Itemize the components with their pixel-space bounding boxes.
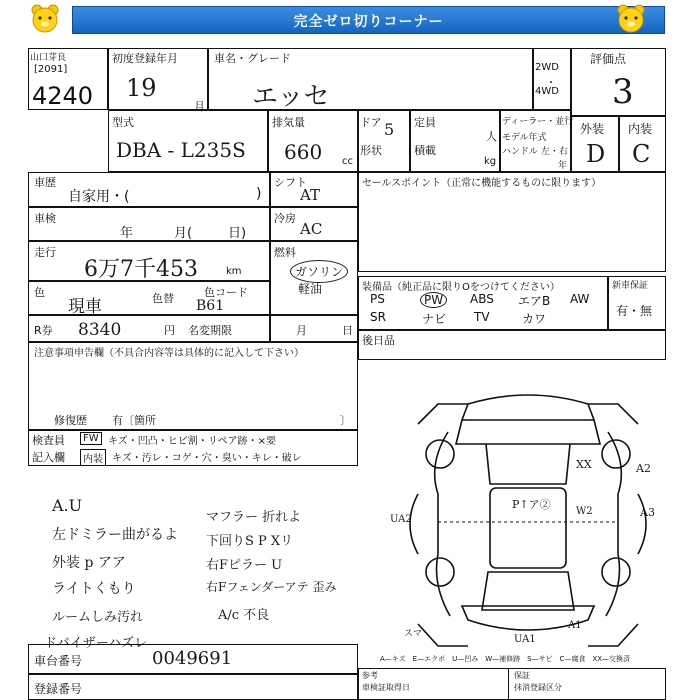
displacement-value: 660 — [284, 140, 323, 164]
doors-label: ドア — [360, 116, 382, 129]
color-code-value: B61 — [196, 298, 225, 314]
inspection-month: 月( — [174, 226, 193, 241]
note-right-1: マフラー 折れよ — [206, 510, 302, 525]
equip-abs: ABS — [470, 292, 494, 306]
exterior-label: 外装 — [580, 122, 605, 136]
note-right-2: 下回りS P Xリ — [206, 534, 294, 549]
reg-label: 登録番号 — [34, 682, 83, 696]
first-reg-year: 19 — [126, 74, 157, 102]
yen-unit: 円 — [164, 324, 175, 337]
inspection-day: 日) — [228, 226, 247, 241]
equip-leather: カワ — [522, 312, 547, 326]
divider — [28, 206, 270, 208]
row1-items: キズ・凹凸・ヒビ割・リペア跡・×要 — [108, 436, 276, 447]
handle-label: ハンドル 左・右 — [502, 147, 568, 157]
color-swap-label: 色替 — [152, 292, 174, 305]
banner-bar — [72, 6, 665, 34]
shape-label: 形状 — [360, 144, 382, 157]
equip-aw: AW — [570, 292, 590, 306]
note-right-5: A/c 不良 — [218, 608, 270, 623]
displacement-label: 排気量 — [272, 116, 305, 129]
fuel-label: 燃料 — [274, 246, 296, 259]
footer-mini-1: 参考 — [362, 671, 378, 680]
chassis-value: 0049691 — [152, 648, 233, 669]
model-name: エッセ — [252, 82, 330, 112]
top-banner — [0, 0, 700, 36]
divider — [270, 206, 358, 208]
deadline-day: 日 — [342, 324, 353, 337]
deadline-label: 名変期限 — [188, 324, 232, 337]
mark-center: P↑ア② — [512, 498, 551, 511]
mark-a1: A1 — [568, 620, 582, 631]
row2-items: キズ・汚レ・コゲ・穴・臭い・キレ・破レ — [112, 453, 302, 464]
bear-mascot-icon-left — [28, 2, 62, 36]
displacement-unit: cc — [342, 156, 353, 167]
shift-label: シフト — [274, 176, 307, 189]
equipment-label: 装備品（純正品に限りOをつけてください） — [362, 282, 560, 293]
note-left-6: ドバイザーハズレ — [44, 636, 148, 651]
score-label: 評価点 — [590, 52, 627, 66]
auction-site: 山口芽良 — [30, 53, 67, 63]
ac-label: 冷房 — [274, 212, 296, 225]
repair-label: 修復歴 — [54, 414, 87, 427]
color-label: 色 — [34, 286, 45, 299]
retrofit-box — [358, 330, 666, 360]
footer-mini-2: 車検証取得日 — [362, 683, 410, 692]
mark-ua1: UA1 — [514, 634, 536, 645]
note-left-4: ライトくもり — [52, 581, 136, 597]
ac-value: AC — [300, 220, 323, 238]
note-left-1: A.U — [52, 496, 83, 515]
mark-xx: XX — [576, 458, 592, 471]
inspection-year: 年 — [120, 226, 134, 241]
usage-label: 車歴 — [34, 176, 56, 189]
auction-code: [2091] — [34, 64, 68, 75]
row1-tag: FW — [80, 432, 102, 445]
interior-grade: C — [632, 140, 651, 168]
mark-suma: スマ — [404, 629, 422, 639]
equip-tv: TV — [474, 310, 490, 324]
fuel-light-oil: 軽油 — [298, 282, 323, 296]
entry-label: 記入欄 — [32, 451, 65, 464]
type-label: 型式 — [112, 116, 134, 129]
inspector-label: 検査員 — [32, 434, 65, 447]
usage-close: ) — [256, 186, 262, 202]
shift-value: AT — [300, 186, 321, 204]
mileage-value: 6万7千453 — [84, 257, 198, 282]
footer-mini-3: 保証 — [514, 671, 530, 680]
warranty-value: 有・無 — [616, 304, 653, 318]
mark-ua2: UA2 — [390, 514, 412, 525]
note-right-3: 右Fピラー U — [206, 558, 283, 573]
first-reg-label: 初度登録年月 — [112, 52, 178, 65]
repair-close: 〕 — [340, 414, 351, 427]
doors-value: 5 — [384, 120, 395, 139]
capacity-label: 定員 — [414, 116, 436, 129]
color-code-label: 色コード — [204, 286, 248, 299]
mileage-label: 走行 — [34, 246, 56, 259]
type-value: DBA - L235S — [116, 138, 246, 162]
banner-title: 完全ゼロ切りコーナー — [293, 14, 444, 30]
drive-dot: ・ — [546, 78, 556, 89]
exterior-grade: D — [586, 140, 606, 168]
equip-pw: PW — [420, 292, 447, 308]
damage-legend: A—キズ E—エクボ U—凹み W—補修跡 S—サビ C—腐食 XX—交換済 — [380, 655, 631, 663]
retrofit-label: 後日品 — [362, 334, 395, 347]
bear-mascot-icon-right — [614, 2, 648, 36]
drive-4wd: 4WD — [535, 86, 559, 97]
mark-w2: W2 — [576, 506, 593, 517]
row2-tag: 内装 — [80, 449, 106, 466]
notes-label: 注意事項申告欄（不具合内容等は具体的に記入して下さい） — [34, 348, 304, 359]
equip-navi: ナビ — [422, 312, 447, 326]
fuel-gasoline: ガソリン — [290, 260, 348, 283]
footer-mini-4: 抹消登録区分 — [514, 683, 562, 692]
auction-sheet — [28, 44, 668, 700]
model-year-label: モデル年式 — [502, 133, 547, 143]
warranty-label: 新車保証 — [612, 281, 649, 291]
load-label: 積載 — [414, 144, 436, 157]
inspection-label: 車検 — [34, 212, 56, 225]
divider — [508, 668, 509, 700]
model-label: 車名・グレード — [214, 52, 291, 65]
year-unit: 年 — [558, 161, 568, 171]
person-unit: 人 — [486, 130, 497, 143]
note-left-3: 外装 p アア — [52, 555, 126, 571]
repair-value: 有〔箇所 — [112, 414, 156, 427]
equip-airbag: エアB — [518, 294, 551, 308]
equipment-grid — [366, 292, 604, 328]
chassis-label: 車台番号 — [34, 654, 83, 668]
mark-a2: A2 — [636, 462, 651, 475]
note-left-2: 左ドミラー曲がるよ — [52, 527, 178, 543]
equip-sr: SR — [370, 310, 386, 324]
mileage-unit: km — [226, 266, 242, 277]
recycle-label: R券 — [34, 324, 53, 337]
kg-unit: kg — [484, 156, 497, 167]
color-value: 現車 — [68, 297, 102, 317]
score-value: 3 — [612, 72, 634, 112]
drive-2wd: 2WD — [535, 62, 559, 73]
first-reg-month-unit: 月 — [194, 100, 205, 113]
sales-point-label: セールスポイント（正常に機能するものに限ります） — [362, 178, 602, 189]
interior-label: 内装 — [628, 122, 653, 136]
mark-a3: A3 — [640, 506, 655, 519]
equip-ps: PS — [370, 292, 385, 306]
note-right-4: 右Fフェンダーアテ 歪み — [206, 580, 337, 594]
note-left-5: ルームしみ汚れ — [52, 610, 144, 625]
recycle-value: 8340 — [78, 320, 122, 340]
usage-value: 自家用・( — [68, 189, 130, 205]
deadline-month: 月 — [296, 324, 307, 337]
lot-number: 4240 — [32, 82, 94, 110]
divider — [270, 240, 358, 242]
dealer-label: ディーラー・並行 — [502, 117, 574, 127]
car-diagram — [398, 384, 658, 652]
